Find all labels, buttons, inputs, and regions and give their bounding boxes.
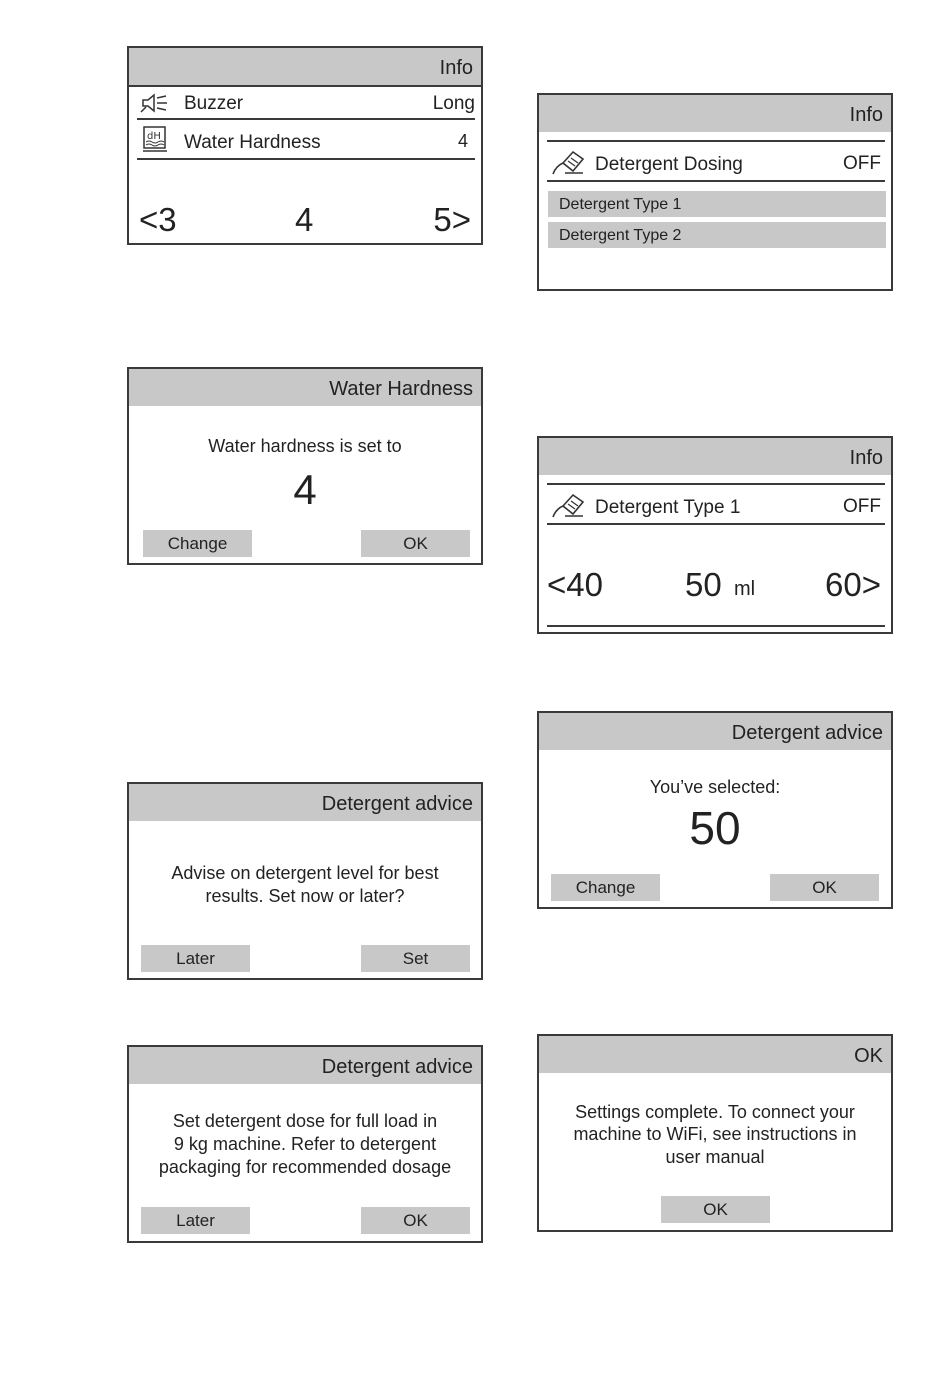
advice-message-line1: Advise on detergent level for best xyxy=(171,863,439,883)
panel-info-detergent-dosing xyxy=(537,93,893,291)
row-divider xyxy=(547,180,885,182)
detergent-type1-value[interactable]: OFF xyxy=(843,496,881,517)
panel-detergent-advice-set xyxy=(127,782,483,980)
panel-info-buzzer xyxy=(127,46,483,245)
panel-header: Detergent advice xyxy=(129,784,481,821)
buzzer-icon xyxy=(139,92,171,114)
selector-prev[interactable]: <3 xyxy=(139,201,177,238)
water-hardness-set-value: 4 xyxy=(293,466,317,513)
selector-current: 4 xyxy=(295,201,314,238)
later-button[interactable]: Later xyxy=(141,1207,250,1234)
header-divider xyxy=(547,483,885,485)
panel-info-detergent-type1 xyxy=(537,436,893,634)
selected-message: You’ve selected: xyxy=(649,777,781,797)
row-divider xyxy=(547,523,885,525)
ok-button[interactable]: OK xyxy=(770,874,879,901)
detergent-dosing-label: Detergent Dosing xyxy=(595,154,743,175)
complete-message-line2: machine to WiFi, see instructions in xyxy=(573,1124,857,1144)
svg-text:dH: dH xyxy=(147,131,161,142)
ok-button[interactable]: OK xyxy=(361,1207,470,1234)
panel-water-hardness xyxy=(127,367,483,565)
detergent-dosing-icon xyxy=(551,149,585,175)
panel-header: Info xyxy=(539,95,891,132)
water-hardness-dh-icon xyxy=(143,126,167,152)
detergent-type1-label: Detergent Type 1 xyxy=(595,497,741,518)
detergent-dosing-icon xyxy=(551,492,585,518)
change-button[interactable]: Change xyxy=(551,874,660,901)
panel-header: Info xyxy=(539,438,891,475)
panel-header: Water Hardness xyxy=(129,369,481,406)
panel-detergent-advice-selected xyxy=(537,711,893,909)
selector-current: 50 xyxy=(685,566,722,603)
ok-button[interactable]: OK xyxy=(661,1196,770,1223)
detergent-dosing-value[interactable]: OFF xyxy=(843,153,881,174)
row-divider xyxy=(137,118,475,120)
selector-next[interactable]: 60> xyxy=(825,566,881,603)
ok-button[interactable]: OK xyxy=(361,530,470,557)
dose-message-line2: 9 kg machine. Refer to detergent xyxy=(173,1134,437,1154)
selector-next[interactable]: 5> xyxy=(433,201,471,238)
selector-unit: ml xyxy=(734,578,756,600)
panel-header: Info xyxy=(129,48,481,85)
buzzer-label: Buzzer xyxy=(184,93,244,114)
water-hardness-value[interactable]: 4 xyxy=(457,131,468,151)
header-divider xyxy=(129,85,481,87)
menu-item-detergent-type-1[interactable]: Detergent Type 1 xyxy=(548,191,886,217)
selector-prev[interactable]: <40 xyxy=(547,566,603,603)
panel-header: Detergent advice xyxy=(539,713,891,750)
buzzer-value[interactable]: Long xyxy=(432,93,475,114)
water-hardness-message: Water hardness is set to xyxy=(208,436,402,456)
advice-message-line2: results. Set now or later? xyxy=(205,886,405,906)
header-divider xyxy=(547,140,885,142)
change-button[interactable]: Change xyxy=(143,530,252,557)
menu-item-detergent-type-2[interactable]: Detergent Type 2 xyxy=(548,222,886,248)
selected-value: 50 xyxy=(689,802,741,854)
dose-message-line1: Set detergent dose for full load in xyxy=(172,1111,438,1131)
complete-message-line1: Settings complete. To connect your xyxy=(575,1102,855,1122)
set-button[interactable]: Set xyxy=(361,945,470,972)
later-button[interactable]: Later xyxy=(141,945,250,972)
row-divider xyxy=(137,158,475,160)
water-hardness-label: Water Hardness xyxy=(184,132,321,153)
complete-message-line3: user manual xyxy=(665,1147,765,1167)
bottom-divider xyxy=(547,625,885,627)
dose-message-line3: packaging for recommended dosage xyxy=(158,1157,452,1177)
panel-header: OK xyxy=(539,1036,891,1073)
panel-header: Detergent advice xyxy=(129,1047,481,1084)
panel-settings-complete xyxy=(537,1034,893,1232)
panel-detergent-advice-dose xyxy=(127,1045,483,1243)
